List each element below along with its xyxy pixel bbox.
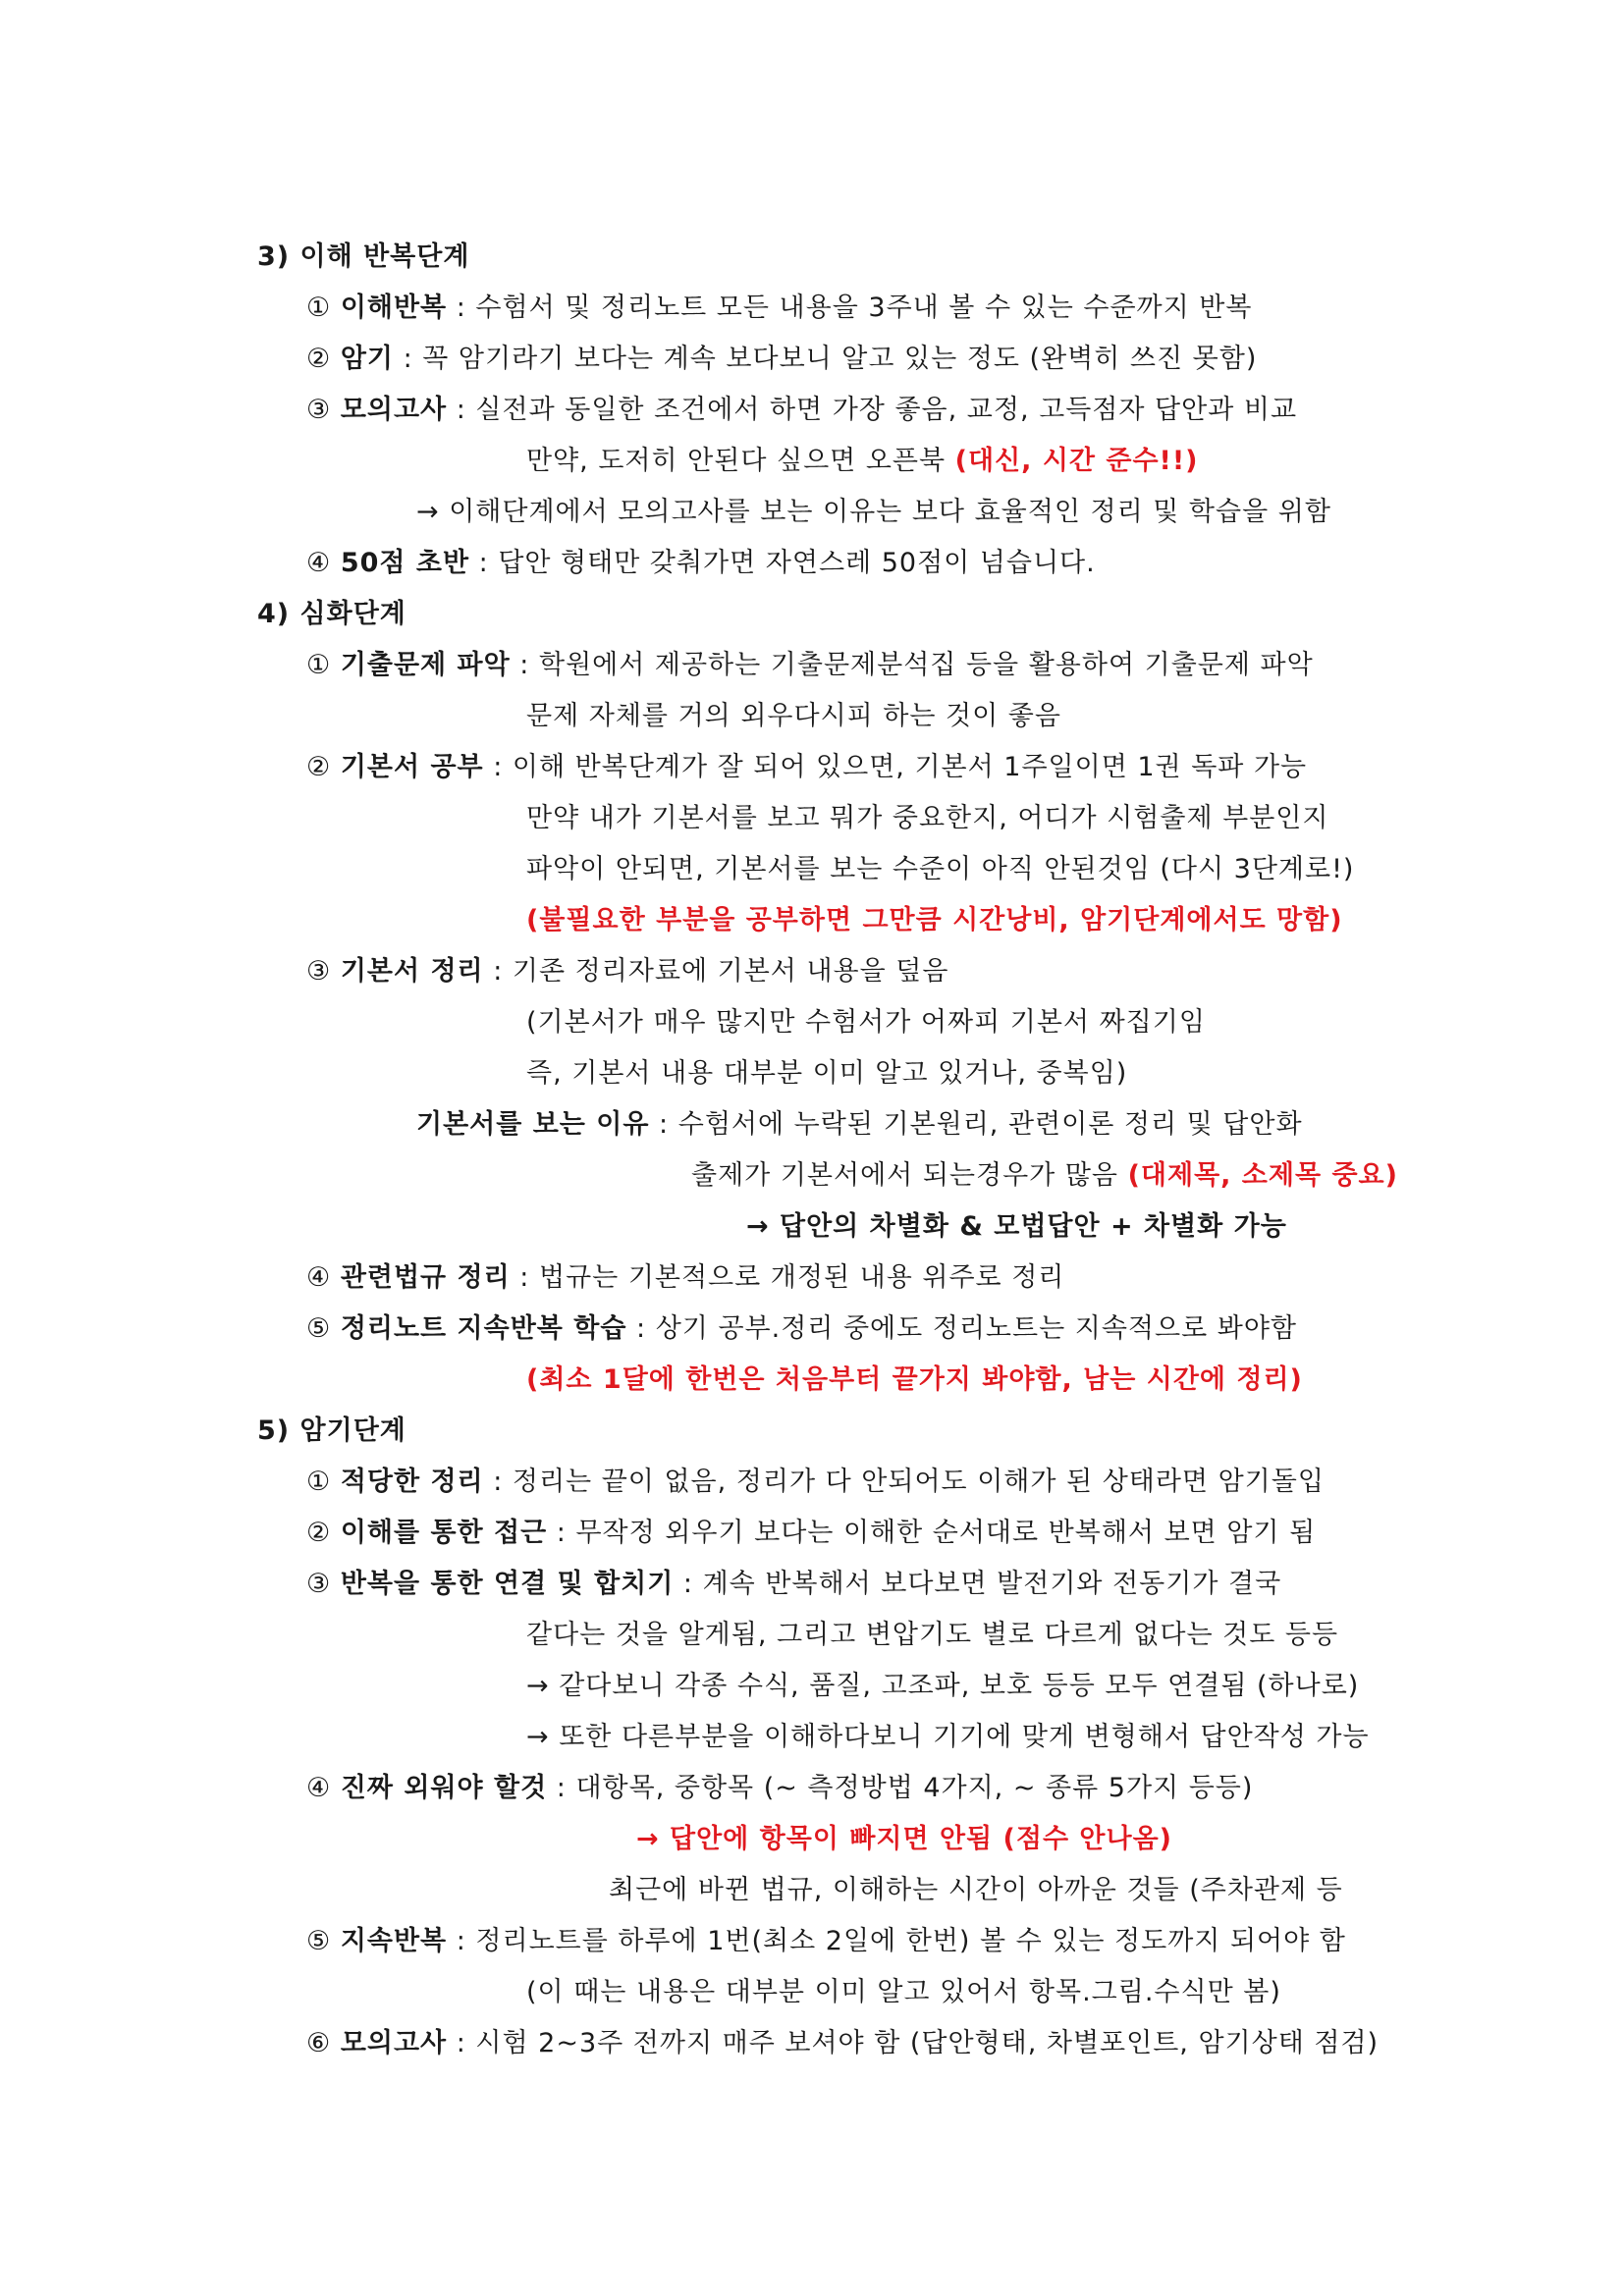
item-text: 시험 2~3주 전까지 매주 보셔야 함 (답안형태, 차별포인트, 암기상태 점검) (475, 2028, 1380, 2058)
item-term: 모의고사 (340, 2028, 448, 2058)
reason-line (416, 1099, 1303, 1150)
item-number: ③ (306, 395, 332, 425)
separator: : (510, 1262, 539, 1293)
section-3-heading: 3) 이해 반복단계 (257, 241, 470, 272)
item-term: 지속반복 (340, 1926, 448, 1956)
continuation-line: → 또한 다른부분을 이해하다보니 기기에 맞게 변형해서 답안작성 가능 (526, 1722, 1370, 1752)
emphasis-text: (대제목, 소제목 중요) (1127, 1160, 1398, 1191)
separator: : (483, 956, 513, 987)
item-text: 대항목, 중항목 (~ 측정방법 4가지, ~ 종류 5가지 등등) (575, 1773, 1254, 1803)
item-number: ⑥ (306, 2028, 332, 2058)
item-term: 기본서 정리 (340, 956, 484, 987)
item-text: 기존 정리자료에 기본서 내용을 덮음 (512, 956, 949, 987)
item-term: 반복을 통한 연결 및 합치기 (340, 1569, 675, 1599)
item-term: 이해반복 (340, 293, 448, 323)
continuation-line (691, 1150, 1398, 1201)
list-item (306, 946, 948, 997)
section-4-heading: 4) 심화단계 (257, 599, 406, 629)
separator: : (547, 1773, 576, 1803)
list-item (306, 1304, 1297, 1355)
separator: : (469, 548, 499, 578)
separator: : (447, 1926, 476, 1956)
continuation-line: 최근에 바뀐 법규, 이해하는 시간이 아까운 것들 (주차관제 등 (609, 1875, 1343, 1905)
separator: : (483, 752, 513, 782)
list-item (306, 538, 1096, 589)
continuation-line: (이 때는 내용은 대부분 이미 알고 있어서 항목.그림.수식만 봄) (526, 1977, 1281, 2007)
list-item (306, 283, 1252, 334)
list-item (306, 2018, 1379, 2069)
list-item (306, 640, 1314, 691)
continuation-line: → 같다보니 각종 수식, 품질, 고조파, 보호 등등 모두 연결됨 (하나로) (526, 1671, 1360, 1701)
list-item (306, 742, 1307, 793)
arrow-note: → 답안의 차별화 & 모법답안 + 차별화 가능 (746, 1211, 1287, 1242)
list-item (306, 334, 1257, 385)
item-term: 모의고사 (340, 395, 448, 425)
item-number: ③ (306, 1569, 332, 1599)
item-number: ③ (306, 956, 332, 987)
item-term: 암기 (340, 344, 394, 374)
item-term: 기본서 공부 (340, 752, 484, 782)
item-text: 수험서 및 정리노트 모든 내용을 3주내 볼 수 있는 수준까지 반복 (475, 293, 1253, 323)
emphasis-line: (불필요한 부분을 공부하면 그만큼 시간낭비, 암기단계에서도 망함) (526, 905, 1343, 935)
item-text: 무작정 외우기 보다는 이해한 순서대로 반복해서 보면 암기 됨 (575, 1518, 1317, 1548)
item-number: ⑤ (306, 1926, 332, 1956)
continuation-text: 만약, 도저히 안된다 싶으면 오픈북 (526, 446, 955, 476)
item-text: 답안 형태만 갖춰가면 자연스레 50점이 넘습니다. (498, 548, 1096, 578)
item-number: ② (306, 752, 332, 782)
item-text: 이해 반복단계가 잘 되어 있으면, 기본서 1주일이면 1권 독파 가능 (512, 752, 1308, 782)
item-number: ④ (306, 548, 332, 578)
list-item (306, 1916, 1346, 1967)
separator: : (483, 1467, 513, 1497)
separator: : (626, 1313, 656, 1344)
item-term: 정리노트 지속반복 학습 (340, 1313, 627, 1344)
item-number: ② (306, 1518, 332, 1548)
item-term: 기출문제 파악 (340, 650, 511, 680)
list-item (306, 1253, 1064, 1304)
emphasis-line: → 답안에 항목이 빠지면 안됨 (점수 안나옴) (636, 1824, 1173, 1854)
continuation-text: 출제가 기본서에서 되는경우가 많음 (691, 1160, 1128, 1191)
separator: : (447, 2028, 476, 2058)
item-term: 적당한 정리 (340, 1467, 484, 1497)
separator: : (649, 1109, 678, 1140)
item-number: ① (306, 650, 332, 680)
separator: : (547, 1518, 576, 1548)
separator: : (393, 344, 423, 374)
continuation-line: 만약 내가 기본서를 보고 뭐가 중요한지, 어디가 시험출제 부분인지 (526, 803, 1329, 833)
item-text: 학원에서 제공하는 기출문제분석집 등을 활용하여 기출문제 파악 (538, 650, 1314, 680)
list-item (306, 1559, 1281, 1610)
item-text: 꼭 암기라기 보다는 계속 보다보니 알고 있는 정도 (완벽히 쓰진 못함) (422, 344, 1258, 374)
list-item (306, 1763, 1253, 1814)
continuation-line: 같다는 것을 알게됨, 그리고 변압기도 별로 다르게 없다는 것도 등등 (526, 1620, 1339, 1650)
reason-text: 수험서에 누락된 기본원리, 관련이론 정리 및 답안화 (677, 1109, 1303, 1140)
separator: : (510, 650, 539, 680)
continuation-line: (기본서가 매우 많지만 수험서가 어짜피 기본서 짜집기임 (526, 1007, 1206, 1038)
item-text: 실전과 동일한 조건에서 하면 가장 좋음, 교정, 고득점자 답안과 비교 (475, 395, 1298, 425)
arrow-note: → 이해단계에서 모의고사를 보는 이유는 보다 효율적인 정리 및 학습을 위함 (416, 497, 1331, 527)
item-text: 상기 공부.정리 중에도 정리노트는 지속적으로 봐야함 (655, 1313, 1298, 1344)
item-number: ⑤ (306, 1313, 332, 1344)
item-text: 정리는 끝이 없음, 정리가 다 안되어도 이해가 된 상태라면 암기돌입 (512, 1467, 1325, 1497)
item-number: ① (306, 293, 332, 323)
section-5-heading: 5) 암기단계 (257, 1415, 406, 1446)
continuation-line: 파악이 안되면, 기본서를 보는 수준이 아직 안된것임 (다시 3단계로!) (526, 854, 1355, 884)
item-text: 계속 반복해서 보다보면 발전기와 전동기가 결국 (702, 1569, 1282, 1599)
item-number: ① (306, 1467, 332, 1497)
item-term: 진짜 외워야 할것 (340, 1773, 548, 1803)
list-item (306, 1457, 1325, 1508)
item-term: 50점 초반 (340, 548, 470, 578)
item-number: ④ (306, 1773, 332, 1803)
list-item (306, 1508, 1316, 1559)
item-term: 관련법규 정리 (340, 1262, 511, 1293)
item-term: 이해를 통한 접근 (340, 1518, 548, 1548)
item-number: ④ (306, 1262, 332, 1293)
continuation-line (526, 436, 1199, 487)
reason-term: 기본서를 보는 이유 (416, 1109, 650, 1140)
item-number: ② (306, 344, 332, 374)
item-text: 정리노트를 하루에 1번(최소 2일에 한번) 볼 수 있는 정도까지 되어야 함 (475, 1926, 1346, 1956)
separator: : (447, 293, 476, 323)
list-item (306, 385, 1297, 436)
item-text: 법규는 기본적으로 개정된 내용 위주로 정리 (538, 1262, 1065, 1293)
emphasis-line: (최소 1달에 한번은 처음부터 끝가지 봐야함, 남는 시간에 정리) (526, 1364, 1303, 1395)
continuation-line: 즉, 기본서 내용 대부분 이미 알고 있거나, 중복임) (526, 1058, 1128, 1089)
emphasis-text: (대신, 시간 준수!!) (954, 446, 1199, 476)
separator: : (674, 1569, 703, 1599)
continuation-line: 문제 자체를 거의 외우다시피 하는 것이 좋음 (526, 701, 1061, 731)
separator: : (447, 395, 476, 425)
